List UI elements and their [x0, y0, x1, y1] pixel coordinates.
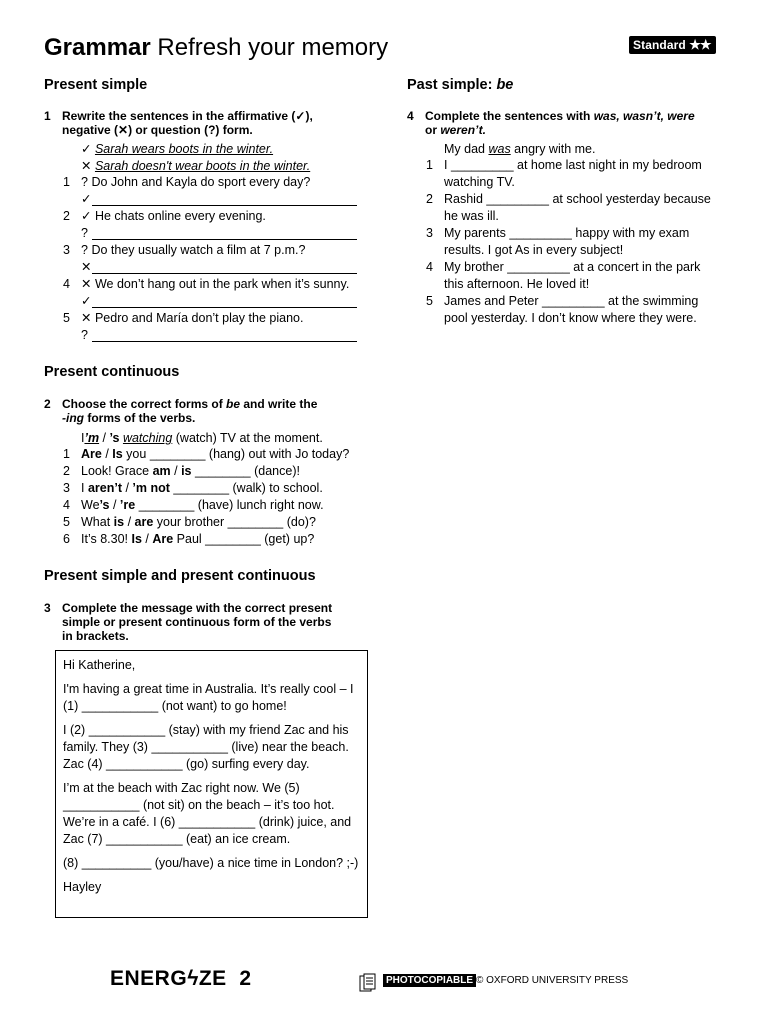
question-line-continued: he was ill.: [444, 209, 499, 223]
letter-paragraph: I'm having a great time in Australia. It’s really cool – I (1) ___________ (not want) to go home!: [63, 682, 354, 713]
item-number: 6: [63, 532, 70, 546]
answer-blank[interactable]: [92, 307, 357, 308]
message-box: [55, 650, 368, 918]
option-a: is: [113, 515, 125, 529]
exercise-number: 2: [44, 397, 51, 411]
answer-blank[interactable]: _________: [509, 226, 572, 240]
answer-blank[interactable]: _________: [541, 294, 605, 308]
text: Look! Grace: [81, 464, 153, 478]
energize-logo: ENERGϟZE 2: [110, 967, 252, 990]
question-line-continued: pool yesterday. I don’t know where they were.: [444, 311, 697, 325]
item-number: 1: [426, 158, 433, 172]
answer-blank[interactable]: ________: [205, 532, 261, 546]
text: at school yesterday because: [548, 192, 711, 206]
publisher-label: © OXFORD UNIVERSITY PRESS: [476, 975, 629, 986]
question-line: [81, 497, 324, 514]
example-negative: ✕ Sarah doesn't wear boots in the winter.: [81, 159, 311, 173]
item-number: 1: [63, 175, 70, 189]
option-a: am: [152, 464, 171, 478]
item-number: 2: [63, 464, 70, 478]
text: James and Peter: [444, 294, 542, 308]
option-b: ’re: [119, 498, 136, 512]
text: at the swimming: [604, 294, 699, 308]
exercise-number: 1: [44, 109, 51, 123]
letter-signature: Hayley: [63, 880, 102, 894]
symbol: ✓: [81, 192, 92, 206]
question-line-continued: this afternoon. He loved it!: [444, 277, 590, 291]
text: (get) up?: [260, 532, 315, 546]
answer-line: [81, 225, 88, 242]
question-line: [81, 242, 305, 259]
item-number: 4: [63, 498, 70, 512]
symbol: ?: [81, 175, 88, 189]
photocopy-icon: [359, 973, 377, 998]
separator: /: [101, 447, 113, 461]
symbol: ✓: [81, 209, 92, 223]
answer-blank[interactable]: _________: [486, 192, 549, 206]
exercise-number: 4: [407, 109, 414, 123]
text: (hang) out with Jo today?: [205, 447, 350, 461]
option-b: ’m not: [132, 481, 170, 495]
text: happy with my exam: [571, 226, 690, 240]
section-heading-present-simple-and-continuous: Present simple and present continuous: [44, 568, 316, 584]
question-line: [81, 480, 323, 497]
text: you: [122, 447, 150, 461]
question-line: [81, 446, 349, 463]
option-b: Are: [152, 532, 174, 546]
separator: /: [124, 515, 135, 529]
question-line: [81, 276, 349, 293]
photocopiable-label: PHOTOCOPIABLE: [383, 974, 476, 987]
text: (dance)!: [250, 464, 300, 478]
separator: /: [170, 464, 182, 478]
question-line: [81, 174, 310, 191]
item-number: 3: [63, 481, 70, 495]
exercise-instruction: Rewrite the sentences in the affirmative (✓), negative (✕) or question (?) form.: [62, 109, 313, 137]
question-text: Do they usually watch a film at 7 p.m.?: [91, 243, 306, 257]
question-line: [81, 208, 266, 225]
text: What: [81, 515, 114, 529]
answer-blank[interactable]: ________: [138, 498, 195, 512]
question-line: [81, 310, 303, 327]
symbol: ✕: [81, 260, 92, 274]
separator: /: [109, 498, 120, 512]
text: your brother: [153, 515, 228, 529]
item-number: 3: [63, 243, 70, 257]
answer-line: [81, 191, 91, 208]
answer-blank[interactable]: [92, 273, 357, 274]
question-line: [444, 157, 702, 174]
answer-blank[interactable]: _________: [450, 158, 514, 172]
letter-paragraph: I’m at the beach with Zac right now. We (5) ___________ (not sit) on the beach – it’s too hot. We’re in a café. I (6) ___________ (drink) juice, and Zac (7) ___________ (eat) an ice cream.: [63, 781, 352, 846]
question-text: We don’t hang out in the park when it’s sunny.: [94, 277, 350, 291]
lightning-icon: ϟ: [187, 967, 199, 990]
option-b: Is: [112, 447, 123, 461]
letter-paragraph: I (2) ___________ (stay) with my friend Zac and his family. They (3) ___________ (live) near the beach. Zac (4) ___________ (go) surfing every day.: [63, 723, 349, 771]
exercise-instruction: Choose the correct forms of be and write the -ing forms of the verbs.: [62, 397, 318, 425]
exercise-instruction: Complete the sentences with was, wasn’t, were or weren’t.: [425, 109, 695, 137]
answer-blank[interactable]: ________: [149, 447, 206, 461]
symbol: ✓: [81, 294, 92, 308]
item-number: 3: [426, 226, 433, 240]
question-text: He chats online every evening.: [94, 209, 266, 223]
section-heading-present-simple: Present simple: [44, 77, 148, 93]
symbol: ?: [81, 328, 88, 342]
letter-paragraph: (8) __________ (you/have) a nice time in London? ;-): [63, 856, 359, 870]
symbol: ?: [81, 243, 88, 257]
text: I: [81, 481, 88, 495]
answer-line: [81, 259, 91, 276]
exercise-number: 3: [44, 601, 51, 615]
example-affirmative: ✓ Sarah wears boots in the winter.: [81, 142, 274, 156]
level-badge: Standard ★★: [629, 36, 716, 54]
text: (walk) to school.: [229, 481, 323, 495]
section-heading-past-simple-be: Past simple: be: [407, 77, 514, 93]
option-a: Are: [81, 447, 102, 461]
question-line: [81, 463, 300, 480]
text: My brother: [444, 260, 508, 274]
text: I: [444, 158, 451, 172]
item-number: 5: [426, 294, 433, 308]
item-number: 5: [63, 515, 70, 529]
text: Paul: [173, 532, 206, 546]
answer-blank[interactable]: [92, 341, 357, 342]
item-number: 2: [63, 209, 70, 223]
answer-line: [81, 293, 91, 310]
option-a: ’s: [99, 498, 110, 512]
text: at home last night in my bedroom: [513, 158, 702, 172]
question-line-continued: watching TV.: [444, 175, 515, 189]
text: (have) lunch right now.: [194, 498, 324, 512]
item-number: 5: [63, 311, 70, 325]
star-icon: ★★: [689, 37, 711, 52]
example-sentence: I’m / ’s watching (watch) TV at the moment.: [81, 431, 323, 445]
question-text: Do John and Kayla do sport every day?: [91, 175, 311, 189]
text: My parents: [444, 226, 510, 240]
question-line: [81, 531, 314, 548]
text: It’s 8.30!: [81, 532, 132, 546]
answer-blank[interactable]: ________: [227, 515, 284, 529]
question-line: [444, 259, 700, 276]
text: at a concert in the park: [569, 260, 701, 274]
separator: /: [122, 481, 133, 495]
question-line-continued: results. I got As in every subject!: [444, 243, 624, 257]
question-line: [81, 514, 316, 531]
symbol: ✕: [81, 277, 92, 291]
item-number: 1: [63, 447, 70, 461]
answer-line: [81, 327, 88, 344]
letter-paragraph: Hi Katherine,: [63, 658, 136, 672]
text: (do)?: [283, 515, 316, 529]
item-number: 4: [426, 260, 433, 274]
option-b: are: [134, 515, 154, 529]
question-text: Pedro and María don’t play the piano.: [94, 311, 304, 325]
symbol: ?: [81, 226, 88, 240]
item-number: 4: [63, 277, 70, 291]
answer-blank[interactable]: [92, 205, 357, 206]
question-line: [444, 293, 698, 310]
section-heading-present-continuous: Present continuous: [44, 364, 180, 380]
example-sentence: My dad was angry with me.: [444, 142, 596, 156]
option-b: is: [181, 464, 192, 478]
answer-blank[interactable]: _________: [507, 260, 570, 274]
separator: /: [141, 532, 153, 546]
page-title: Grammar Refresh your memory: [44, 34, 389, 61]
exercise-instruction: Complete the message with the correct present simple or present continuous form of the verbs in brackets.: [62, 601, 333, 643]
question-line: [444, 191, 711, 208]
symbol: ✕: [81, 311, 92, 325]
option-a: aren’t: [87, 481, 122, 495]
text: We: [81, 498, 100, 512]
option-a: Is: [131, 532, 142, 546]
question-line: [444, 225, 689, 242]
answer-blank[interactable]: ________: [173, 481, 230, 495]
text: Rashid: [444, 192, 487, 206]
answer-blank[interactable]: [92, 239, 357, 240]
item-number: 2: [426, 192, 433, 206]
answer-blank[interactable]: ________: [195, 464, 251, 478]
